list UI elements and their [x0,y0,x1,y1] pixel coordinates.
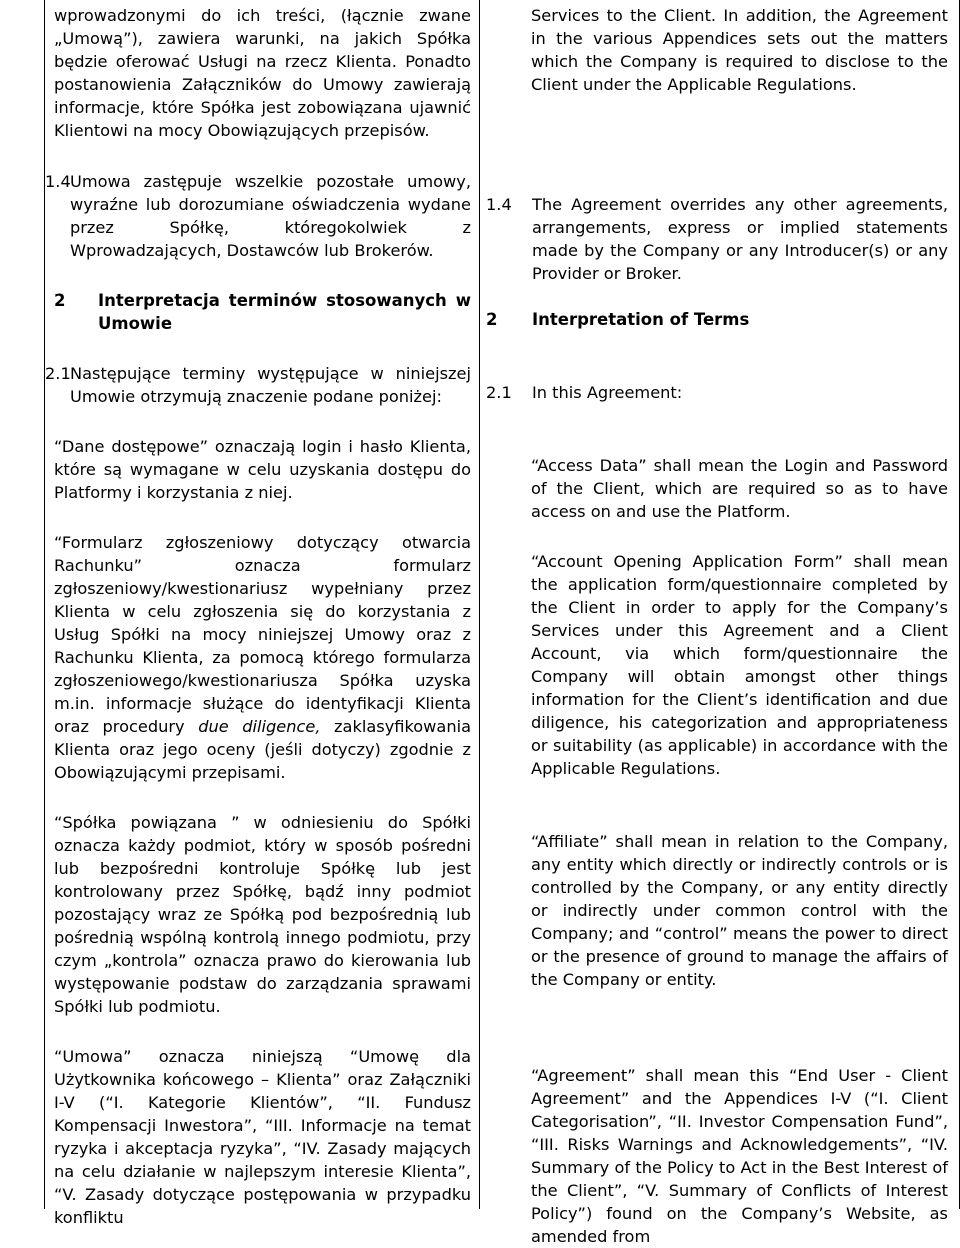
section-2-heading-pl [54,289,471,335]
clause-2-1-pl [45,362,471,408]
section-2-heading-en [486,308,948,331]
section-title: Interpretacja terminów stosowanych w Umowie [98,291,471,333]
due-diligence-term: due diligence, [198,717,321,736]
clause-1-4-pl [45,170,471,262]
definition-text: zaklasyfikowania Klienta oraz jego oceny (jeśli dotyczy) zgodnie z Obowiązującymi przepisami. [54,717,472,782]
definition-application-form-pl [54,531,471,784]
section-title: Interpretation of Terms [532,310,750,329]
english-column [478,0,960,1246]
definition-access-data-pl: “Dane dostępowe” oznaczają login i hasło Klienta, które są wymagane w celu uzyskania dostępu do Platformy i korzystania z niej. [54,437,471,502]
clause-text: The Agreement overrides any other agreements, arrangements, express or implied statements made by the Company or any Introducer(s) or any Provider or Broker. [532,195,948,283]
definition-agreement-pl: “Umowa” oznacza niniejszą “Umowę dla Użytkownika końcowego – Klienta” oraz Załączniki I-V (“I. Kategorie Klientów”, “II. Fundusz Kompensacji Inwestora”, “III. Informacje na temat ryzyka i akceptacja ryzyka”, “IV. Zasady mających na celu działanie w najlepszym interesie Klienta”, “V. Zasady dotyczące postępowania w przypadku konfliktu [54,1047,471,1227]
section-number: 2 [54,291,66,310]
definition-agreement-en: “Agreement” shall mean this “End User - Client Agreement” and the Appendices I-V (“I. Client Categorisation”, “II. Investor Compensation Fund”, “III. Risks Warnings and Acknowledgements”, “IV. Summary of the Policy to Act in the Best Interest of the Client”, “V. Summary of Conflicts of Interest Policy”) found on the Company’s Website, as amended from [531,1066,948,1246]
clause-number: 2.1 [486,383,512,402]
definition-access-data-en: “Access Data” shall mean the Login and Password of the Client, which are required so as to have access on and use the Platform. [531,456,948,521]
intro-paragraph-pl: wprowadzonymi do ich treści, (łącznie zwane „Umową”), zawiera warunki, na jakich Spółka będzie oferować Usługi na rzecz Klienta. Ponadto postanowienia Załączników do Umowy zawierają informacje, które Spółka jest zobowiązana ujawnić Klientowi na mocy Obowiązujących przepisów. [54,6,471,140]
definition-application-form-en: “Account Opening Application Form” shall mean the application form/questionnaire completed by the Client in order to apply for the Company’s Services under this Agreement and a Client Account, via which form/questionnaire the Company will obtain amongst other things information for the Client’s identification and due diligence, his categorization and appropriateness or suitability (as applicable) in accordance with the Applicable Regulations. [531,552,948,778]
clause-text: Umowa zastępuje wszelkie pozostałe umowy, wyraźne lub dorozumiane oświadczenia wydane przez Spółkę, któregokolwiek z Wprowadzających, Dostawców lub Brokerów. [70,172,471,260]
clause-number: 2.1 [45,364,71,383]
intro-paragraph-en: Services to the Client. In addition, the Agreement in the various Appendices sets out the matters which the Company is required to disclose to the Client under the Applicable Regulations. [531,6,948,94]
clause-2-1-en [486,381,948,404]
section-number: 2 [486,310,498,329]
clause-number: 1.4 [45,172,71,191]
definition-text: “Formularz zgłoszeniowy dotyczący otwarcia Rachunku” oznacza formularz zgłoszeniowy/kwestionariusz wypełniany przez Klienta w celu zgłoszenia się do korzystania z Usług Spółki na mocy niniejszej Umowy oraz z Rachunku Klienta, za pomocą którego formularza zgłoszeniowego/kwestionariusza Spółka uzyska m.in. informacje służące do identyfikacji Klienta oraz procedury [54,533,471,736]
clause-number: 1.4 [486,195,512,214]
clause-text: Następujące terminy występujące w niniejszej Umowie otrzymują znaczenie podane poniżej: [70,364,471,406]
clause-text: In this Agreement: [532,383,683,402]
clause-1-4-en [486,193,948,285]
definition-affiliate-en: “Affiliate” shall mean in relation to the Company, any entity which directly or indirectly controls or is controlled by the Company, or any entity directly or indirectly under common control with the Company; and “control” means the power to direct or the presence of ground to manage the affairs of the Company or entity. [531,832,948,989]
definition-affiliate-pl: “Spółka powiązana ” w odniesieniu do Spółki oznacza każdy podmiot, który w sposób pośredni lub bezpośredni kontroluje Spółkę lub jest kontrolowany przez Spółkę, bądź inny podmiot pozostający wraz ze Spółką pod bezpośrednią lub pośrednią wspólną kontrolą innego podmiotu, przy czym „kontrola” oznacza prawo do kierowania lub występowanie podstaw do zarządzania sprawami Spółki lub podmiotu. [54,813,471,1016]
polish-column [44,0,480,1227]
